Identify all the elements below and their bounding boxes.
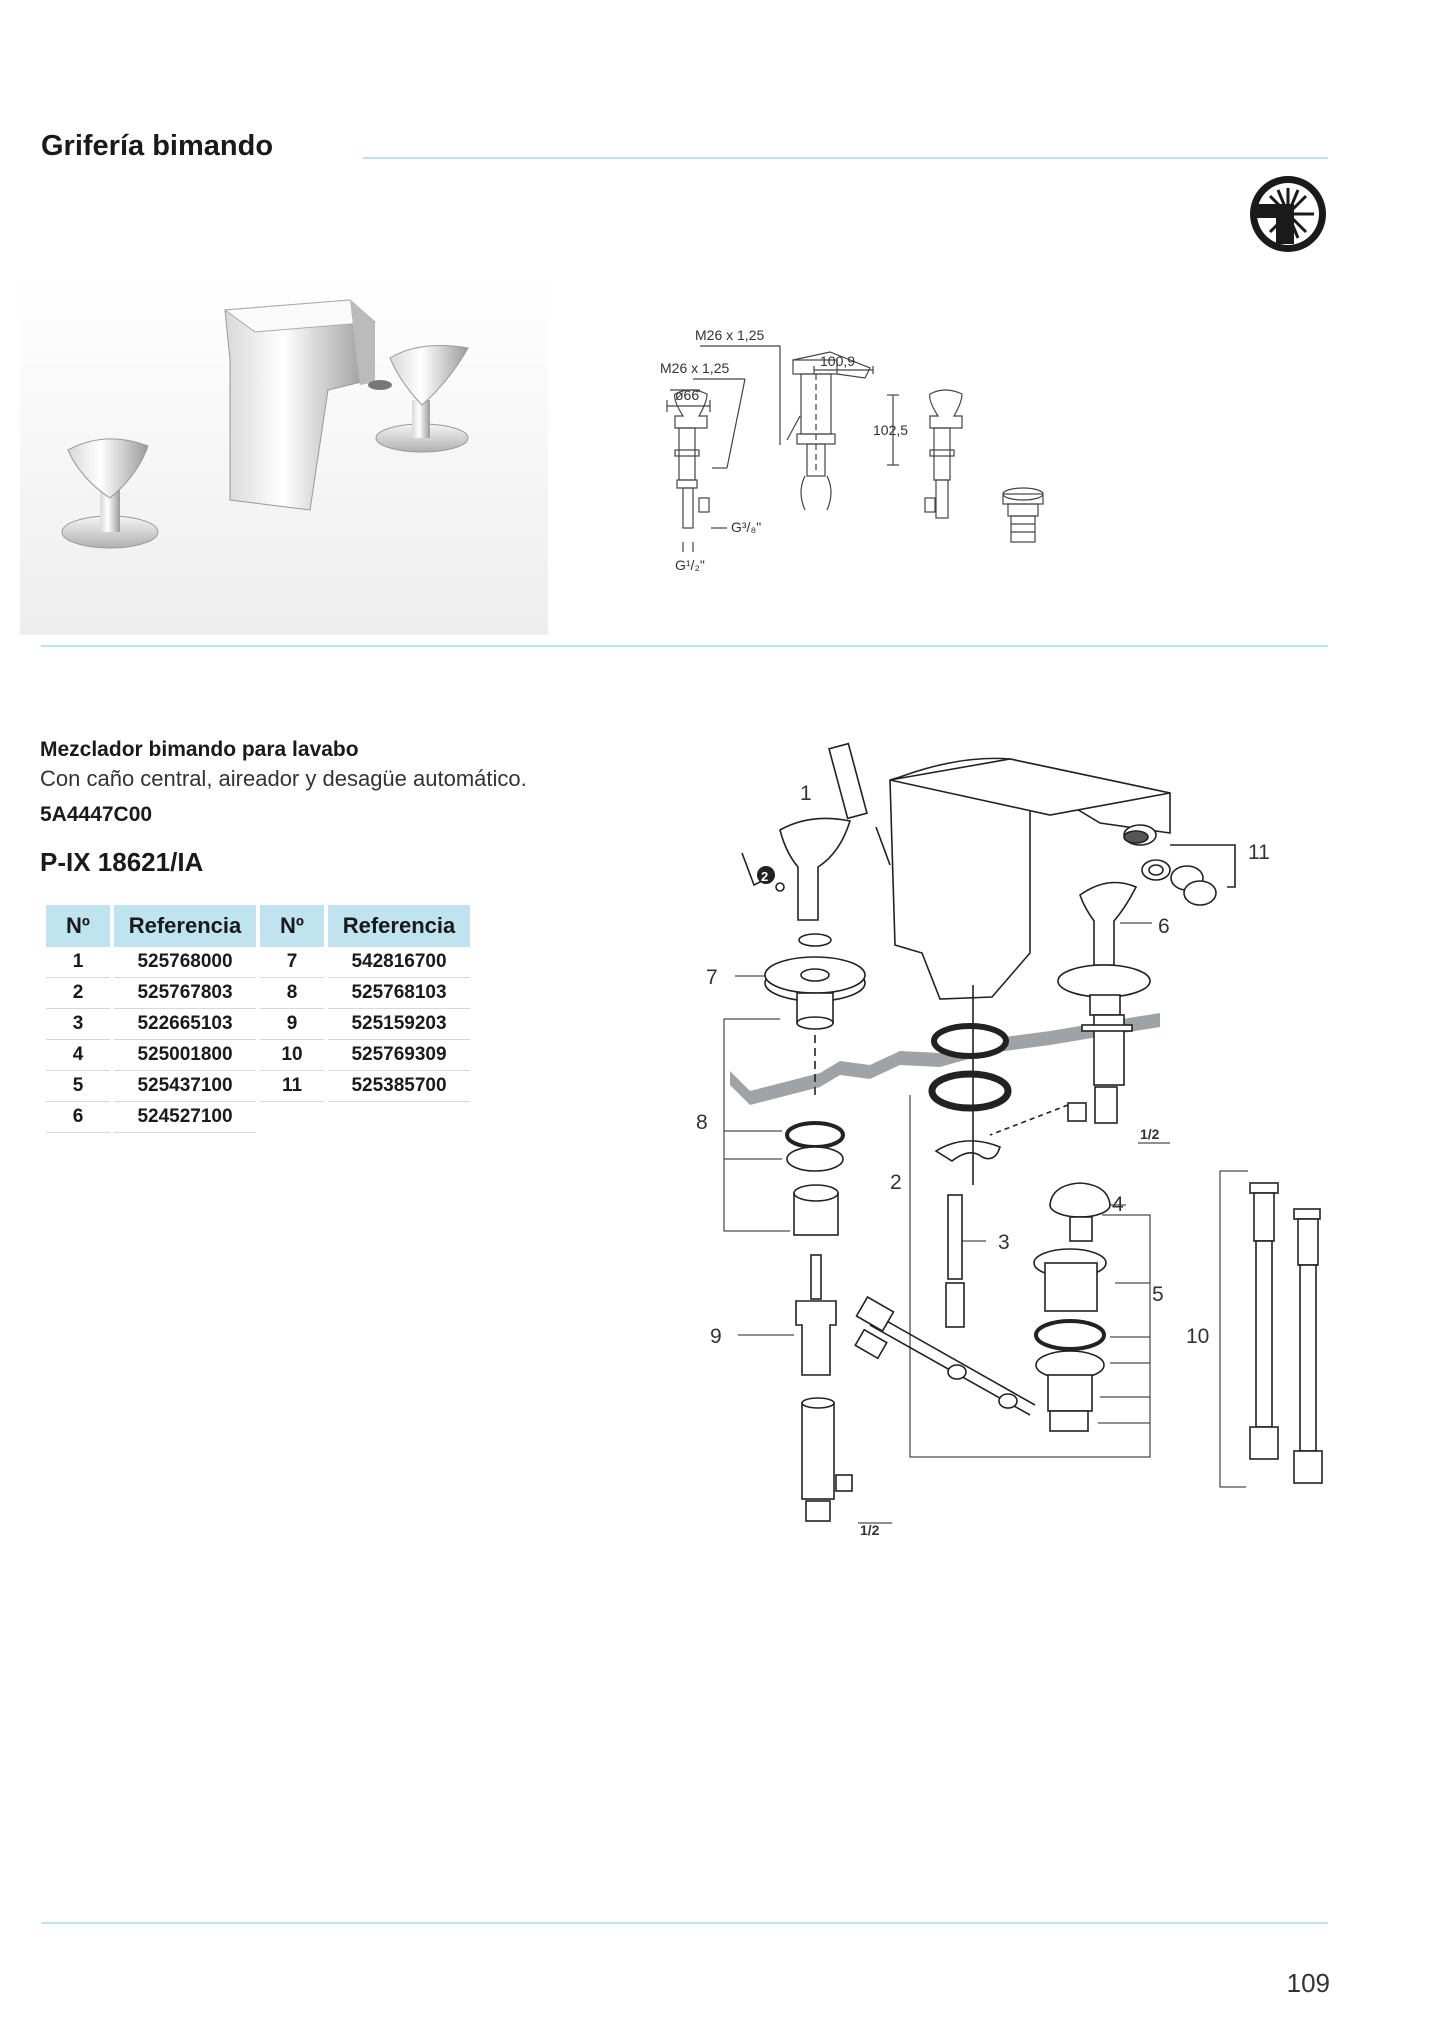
header-num-2: Nº [260, 905, 324, 947]
parts-table [42, 905, 474, 1133]
dim-height: 102,5 [873, 422, 909, 438]
table-row [46, 1071, 470, 1102]
part-reference: 522665103 [114, 1009, 256, 1040]
dim-m26-left: M26 x 1,25 [660, 360, 730, 376]
part-number: 2 [46, 978, 110, 1009]
exploded-label: 1 [800, 782, 812, 805]
exploded-label: 7 [706, 966, 718, 989]
part-reference: 525001800 [114, 1040, 256, 1071]
header-ref-2: Referencia [328, 905, 470, 947]
page-title: Grifería bimando [41, 130, 274, 162]
dim-diameter: ø66 [675, 387, 700, 403]
table-row [46, 947, 470, 978]
exploded-label: 6 [1158, 915, 1170, 938]
table-header-row [46, 905, 470, 947]
part-number: 7 [260, 947, 324, 978]
part-reference: 525767803 [114, 978, 256, 1009]
exploded-view-diagram [690, 735, 1350, 1545]
part-number: 9 [260, 1009, 324, 1040]
exploded-label: 3 [998, 1231, 1010, 1254]
table-row [46, 1102, 470, 1133]
exploded-label: 4 [1112, 1193, 1124, 1216]
water-jet-icon [1248, 174, 1328, 254]
header-num-1: Nº [46, 905, 110, 947]
tool-mark: 2 [761, 869, 769, 884]
exploded-label: 9 [710, 1325, 722, 1348]
part-number: 4 [46, 1040, 110, 1071]
part-number: 6 [46, 1102, 110, 1133]
dimension-drawing [655, 320, 1075, 590]
part-reference: 525159203 [328, 1009, 470, 1040]
part-number [260, 1102, 324, 1133]
exploded-label: 11 [1248, 841, 1270, 864]
footer-rule [41, 1922, 1328, 1924]
section-rule [41, 645, 1328, 647]
product-title: Mezclador bimando para lavabo [40, 738, 359, 761]
product-description: Con caño central, aireador y desagüe automático. [40, 766, 527, 791]
table-row [46, 978, 470, 1009]
part-reference: 524527100 [114, 1102, 256, 1133]
exploded-label: 5 [1152, 1283, 1164, 1306]
header-rule [363, 157, 1328, 159]
part-reference: 525768103 [328, 978, 470, 1009]
exploded-label: 2 [890, 1171, 902, 1194]
exploded-label: 10 [1186, 1325, 1210, 1348]
header-ref-1: Referencia [114, 905, 256, 947]
dim-m26-top: M26 x 1,25 [695, 327, 765, 343]
part-number: 3 [46, 1009, 110, 1040]
part-reference: 525769309 [328, 1040, 470, 1071]
faucet-photo [20, 270, 548, 635]
thread-label: 1/2 [860, 1522, 880, 1538]
part-reference: 525768000 [114, 947, 256, 978]
exploded-label: 8 [696, 1111, 708, 1134]
part-reference [328, 1102, 470, 1133]
table-row [46, 1040, 470, 1071]
dim-g12: G¹/₂" [675, 557, 705, 573]
part-number: 5 [46, 1071, 110, 1102]
part-reference: 525437100 [114, 1071, 256, 1102]
part-number: 10 [260, 1040, 324, 1071]
product-code: 5A4447C00 [40, 803, 153, 826]
dim-g38: G³/₈" [731, 519, 762, 535]
dim-width: 100,9 [820, 353, 856, 369]
part-number: 1 [46, 947, 110, 978]
table-row [46, 1009, 470, 1040]
part-number: 8 [260, 978, 324, 1009]
page-number: 109 [1286, 1968, 1330, 1998]
product-reference: P-IX 18621/IA [40, 847, 204, 877]
thread-label: 1/2 [1140, 1126, 1160, 1142]
part-number: 11 [260, 1071, 324, 1102]
part-reference: 525385700 [328, 1071, 470, 1102]
part-reference: 542816700 [328, 947, 470, 978]
